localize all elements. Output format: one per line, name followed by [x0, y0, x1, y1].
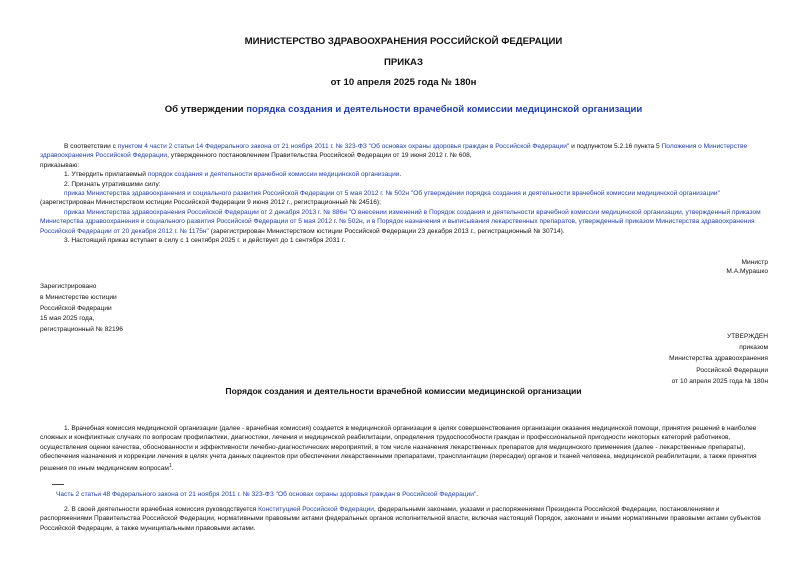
preamble-text-a: В соответствии с: [64, 143, 118, 150]
procedure-link[interactable]: порядок создания и деятельности врачебной комиссии медицинской организации: [147, 171, 400, 179]
date-number-heading: от 10 апреля 2025 года № 180н: [330, 77, 477, 88]
approved-line: Министерства здравоохранения: [669, 355, 768, 363]
constitution-link[interactable]: Конституцией Российской Федерации: [258, 506, 374, 513]
approved-line: от 10 апреля 2025 года № 180н: [671, 377, 768, 385]
preamble: [40, 142, 768, 245]
order-886n-link[interactable]: приказ Министерства здравоохранения Российской Федерации от 2 декабря 2013 г. № 886н "О внесении изменений в Порядок создания и деятельности врачебной комиссии медицинской организации, утвержденный приказом Министерства здравоохранения и социального развития Российской Федерации от 5 мая 2012 г. № 502н, и в Порядок назначения и выписывания лекарственных препаратов, утвержденный приказом Министерства здравоохранения Российской Федерации от 20 декабря 2012 г. № 1175н": [40, 208, 761, 235]
item-3: 3. Настоящий приказ вступает в силу с 1 сентября 2025 г. и действует до 1 сентября 2031 г.: [64, 237, 346, 245]
annex-p1-end: .: [171, 464, 174, 472]
approved-block: [560, 331, 768, 387]
approved-line: Российской Федерации: [696, 366, 768, 374]
preamble-text-c: , утвержденного постановлением Правительства Российской Федерации от 19 июня 2012 г. № 608,: [167, 152, 472, 160]
signature-block: [600, 258, 768, 277]
registration-line: регистрационный № 82196: [40, 326, 123, 334]
item-1-text: 1. Утвердить прилагаемый: [64, 171, 148, 179]
footnote-link[interactable]: Часть 2 статьи 48 Федерального закона от 21 ноября 2011 г. № 323-ФЗ "Об основах охраны здоровья граждан в Российской Федерации": [56, 491, 477, 498]
item-1-end: .: [399, 171, 402, 179]
registration-line: Зарегистрировано: [40, 283, 97, 290]
item-2b-tail: (зарегистрирован Министерством юстиции Российской Федерации 23 декабря 2013 г., регистрационный № 30714).: [208, 227, 565, 235]
order-title-prefix: Об утверждении: [164, 104, 247, 115]
regulation-link[interactable]: Положения о Министерстве здравоохранения Российской Федерации: [40, 143, 748, 160]
annex-paragraph-2: [40, 505, 768, 533]
approved-line: приказом: [739, 344, 768, 352]
law-link[interactable]: пунктом 4 части 2 статьи 14 Федерального закона от 21 ноября 2011 г. № 323-ФЗ "Об основах охраны здоровья граждан в Российской Федерации": [117, 143, 570, 150]
signature-name: М.А.Мурашко: [726, 268, 768, 276]
registration-line: 15 мая 2025 года,: [40, 315, 95, 323]
annex-title: Порядок создания и деятельности врачебной комиссии медицинской организации: [225, 386, 582, 396]
order-title-link[interactable]: порядка создания и деятельности врачебной комиссии медицинской организации: [246, 104, 643, 115]
item-2a-tail: (зарегистрирован Министерством юстиции Российской Федерации 9 июня 2012 г., регистрационный № 24516);: [40, 199, 381, 207]
order-title: [0, 104, 807, 115]
footnote-divider: [52, 484, 64, 485]
footnote-marker[interactable]: 1: [168, 462, 172, 469]
preamble-text-b: и подпунктом 5.2.16 пункта 5: [569, 143, 662, 150]
registration-line: Российской Федерации: [40, 304, 112, 312]
order-word: приказываю:: [40, 161, 80, 169]
annex-paragraph-1: [40, 424, 768, 473]
item-1: [40, 170, 768, 179]
footnote-end: .: [476, 491, 479, 498]
annex-p2-text-a: 2. В своей деятельности врачебная комиссия руководствуется: [64, 506, 259, 513]
item-2b: [40, 208, 768, 236]
doc-type-heading: ПРИКАЗ: [384, 57, 423, 68]
footnote: [56, 490, 768, 499]
item-2a: [40, 189, 768, 198]
registration-block: [40, 282, 300, 336]
approved-line: УТВЕРЖДЕН: [726, 333, 768, 340]
annex-p1: [40, 424, 768, 473]
ministry-heading: МИНИСТЕРСТВО ЗДРАВООХРАНЕНИЯ РОССИЙСКОЙ ФЕДЕРАЦИИ: [244, 36, 563, 47]
annex-p1-text: 1. Врачебная комиссия медицинской организации (далее - врачебная комиссия) создается в медицинской организации в целях совершенствования организации оказания медицинской помощи, принятия решений в наиболее сложных и конфликтных случаях по вопросам профилактики, диагностики, лечения и медицинской реабилитации, определения трудоспособности граждан и профессиональной пригодности некоторых категорий работников, осуществления оценки качества, обоснованности и эффективности лечебно-диагностических мероприятий, в том числе назначения лекарственных препаратов для медицинского применения (далее - лекарственные препараты), обеспечения назначения и коррекции лечения в целях учета данных пациентов при обеспечении лекарственными препаратами, трансплантации (пересадки) органов и тканей человека, медицинской реабилитации, а также принятия решения по иным медицинским вопросам: [40, 425, 757, 472]
item-2: 2. Признать утратившими силу:: [64, 180, 161, 188]
signature-role: Министр: [741, 259, 768, 266]
annex-p2-text-b: , федеральными законами, указами и распоряжениями Президента Российской Федерации, постановлениями и распоряжениями Правительства Российской Федерации, нормативными правовыми актами федеральных органов исполнительной власти, включая настоящий Порядок, законами и иными нормативными правовыми актами субъектов Российской Федерации, а также муниципальными правовыми актами.: [40, 506, 761, 532]
registration-line: в Министерстве юстиции: [40, 293, 117, 301]
order-502n-link[interactable]: приказ Министерства здравоохранения и социального развития Российской Федерации от 5 мая 2012 г. № 502н "Об утверждении порядка создания и деятельности врачебной комиссии медицинской организации": [64, 190, 720, 198]
annex-p2: [40, 505, 768, 533]
preamble-paragraph: [40, 142, 768, 161]
